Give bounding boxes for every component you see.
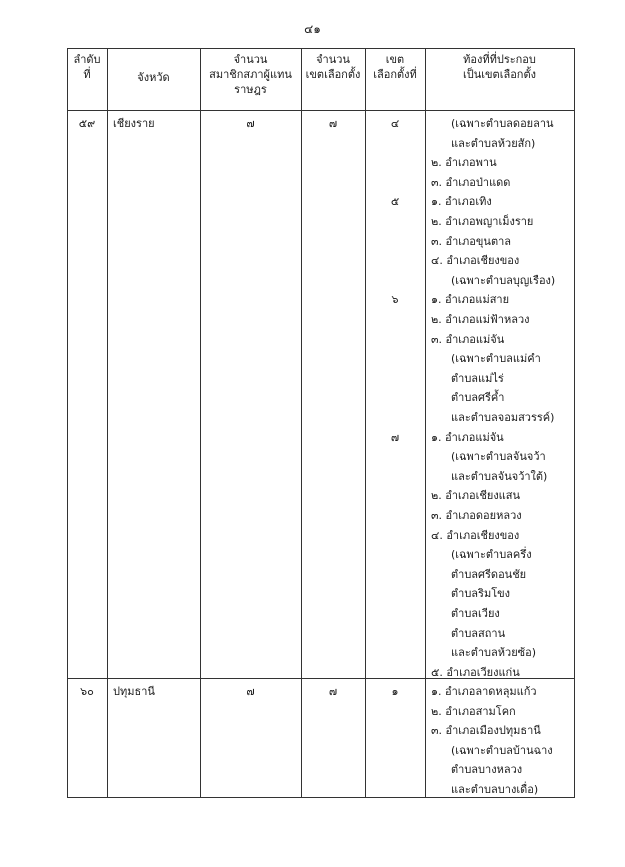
col-border xyxy=(425,48,426,798)
row1-order: ๕๙ xyxy=(78,117,96,130)
row1-province: เชียงราย xyxy=(113,117,155,130)
constituency-table xyxy=(67,48,575,798)
row1-members: ๗ xyxy=(246,117,255,130)
table-top-border xyxy=(67,48,575,49)
area-line: และตำบลบางเดื่อ) xyxy=(451,783,539,796)
area-line: ตำบลเวียง xyxy=(451,607,500,620)
area-line: ตำบลแม่ไร่ xyxy=(451,371,504,385)
area-line: ๑. อำเภอเทิง xyxy=(431,195,492,209)
header-area: ท้องที่ที่ประกอบ เป็นเขตเลือกตั้ง xyxy=(463,53,536,81)
area-line: ๒. อำเภอสามโคก xyxy=(431,704,516,718)
area-line: ตำบลศรีดอนชัย xyxy=(451,567,527,581)
header-members: จำนวน สมาชิกสภาผู้แทน ราษฎร xyxy=(209,53,292,96)
area-line: และตำบลจอมสวรรค์) xyxy=(451,411,555,424)
area-line: ๔. อำเภอเชียงของ xyxy=(431,528,520,542)
area-line: ๓. อำเภอดอยหลวง xyxy=(431,509,522,522)
area-line: ๒. อำเภอพาน xyxy=(431,156,497,170)
area-line: ตำบลสถาน xyxy=(451,626,506,640)
area-line: (เฉพาะตำบลแม่คำ xyxy=(451,352,541,366)
col-border xyxy=(107,48,108,798)
area-line: ตำบลศรีค้ำ xyxy=(451,391,505,405)
header-province: จังหวัด xyxy=(137,71,170,84)
district-number: ๑ xyxy=(391,685,399,698)
area-line: ๑. อำเภอแม่จัน xyxy=(431,430,504,444)
area-line: (เฉพาะตำบลบ้านฉาง xyxy=(451,743,553,757)
row1-districts: ๗ xyxy=(328,117,338,130)
area-line: และตำบลจันจว้าใต้) xyxy=(451,469,548,483)
area-line: (เฉพาะตำบลดอยลาน xyxy=(451,117,554,130)
area-line: ๓. อำเภอแม่จัน xyxy=(431,332,505,346)
area-line: ๕. อำเภอเวียงแก่น xyxy=(431,665,520,679)
table-bottom-border xyxy=(67,797,575,798)
row2-order: ๖๐ xyxy=(80,685,94,698)
area-line: ๑. อำเภอลาดหลุมแก้ว xyxy=(431,685,537,698)
district-number: ๕ xyxy=(390,195,400,209)
col-border xyxy=(574,48,575,798)
area-line: ๒. อำเภอแม่ฟ้าหลวง xyxy=(431,313,530,326)
area-line: ตำบลริมโขง xyxy=(451,587,511,601)
district-number: ๗ xyxy=(390,430,400,444)
header-order: ลำดับ ที่ xyxy=(73,53,101,81)
row2-province: ปทุมธานี xyxy=(113,685,155,698)
area-line: ๓. อำเภอเมืองปทุมธานี xyxy=(431,724,541,738)
area-line: (เฉพาะตำบลจันจว้า xyxy=(451,450,546,464)
district-number: ๖ xyxy=(391,293,399,307)
header-divider xyxy=(67,110,575,111)
area-line: ๑. อำเภอแม่สาย xyxy=(431,293,510,307)
area-line: และตำบลห้วยซ้อ) xyxy=(451,646,537,660)
page-number: ๔๑ xyxy=(304,22,321,36)
row2-districts: ๗ xyxy=(328,685,338,698)
area-line: ๒. อำเภอพญาเม็งราย xyxy=(431,215,534,228)
area-line: ๔. อำเภอเชียงของ xyxy=(431,254,520,268)
area-line: (เฉพาะตำบลบุญเรือง) xyxy=(451,273,556,287)
area-line: และตำบลห้วยสัก) xyxy=(451,136,536,150)
area-line: (เฉพาะตำบลครึ่ง xyxy=(451,548,532,562)
area-line: ตำบลบางหลวง xyxy=(451,763,523,777)
area-line: ๓. อำเภอป่าแดด xyxy=(431,175,511,189)
district-number: ๔ xyxy=(390,117,400,130)
row2-members: ๗ xyxy=(246,685,255,698)
header-district-no: เขต เลือกตั้งที่ xyxy=(373,53,417,81)
header-districts: จำนวน เขตเลือกตั้ง xyxy=(305,53,361,81)
area-line: ๓. อำเภอขุนตาล xyxy=(431,234,512,248)
area-line: ๒. อำเภอเชียงแสน xyxy=(431,489,521,503)
